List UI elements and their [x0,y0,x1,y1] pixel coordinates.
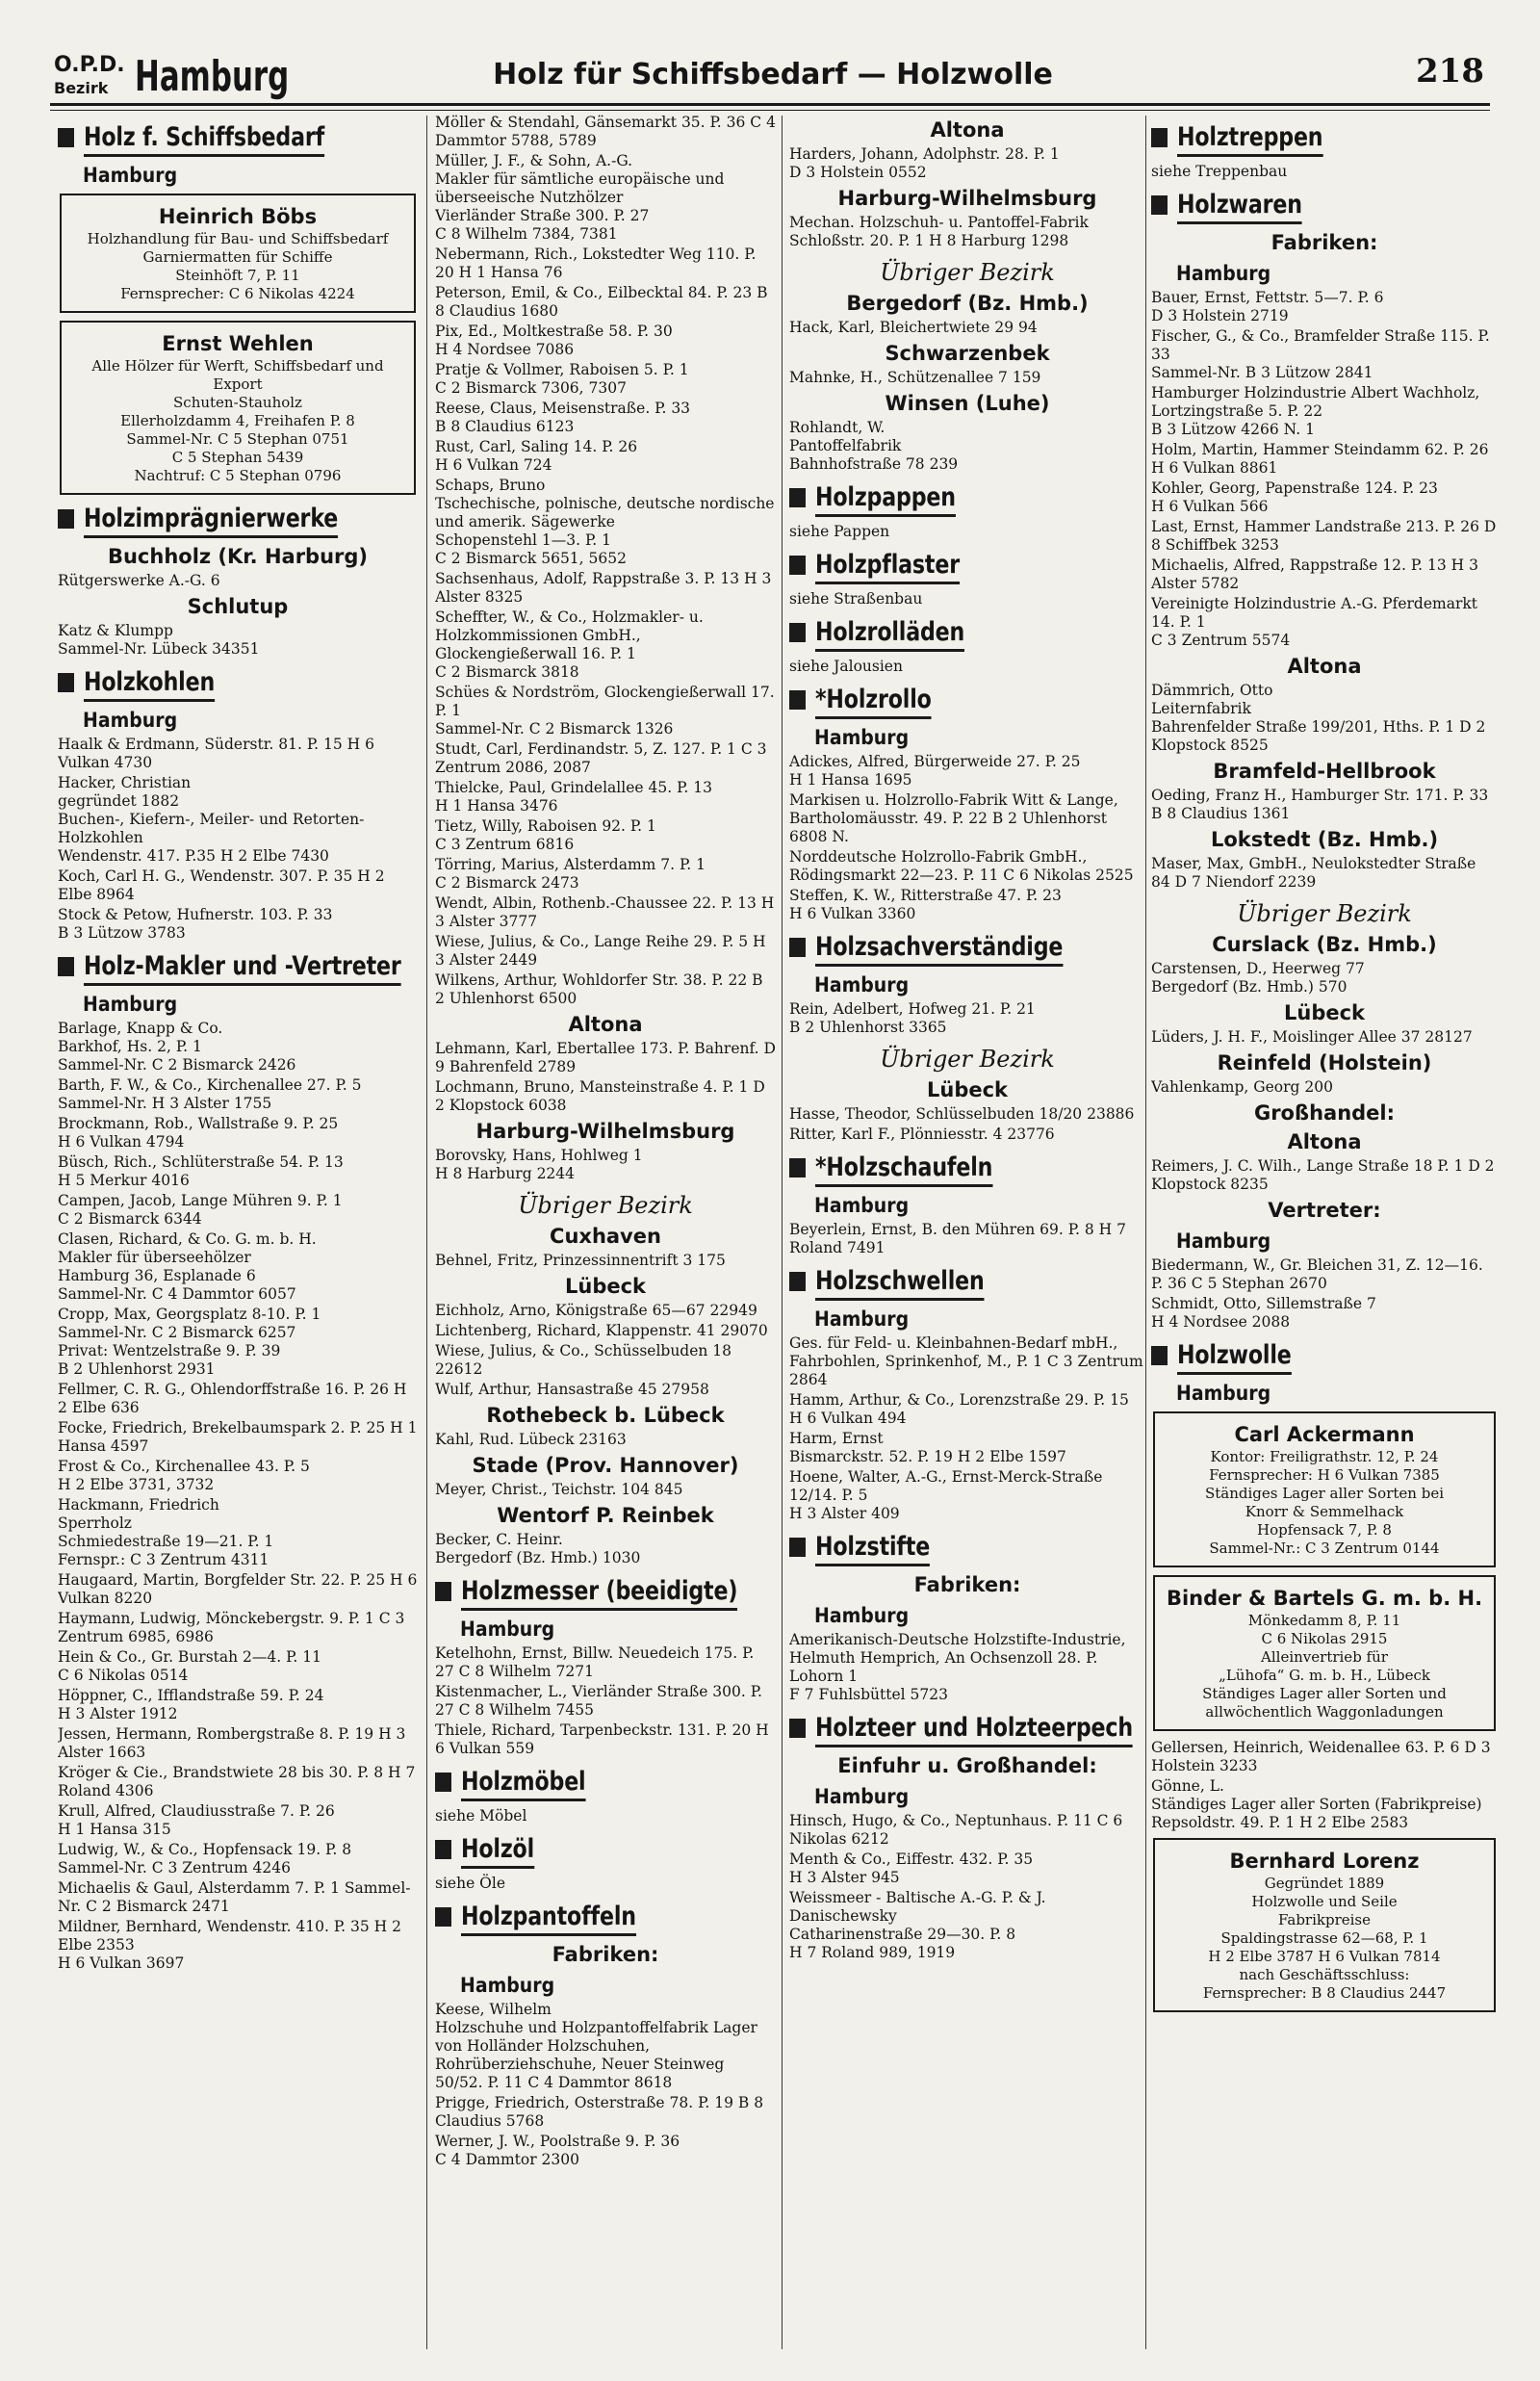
subsection-heading: Einfuhr u. Großhandel: [837,1754,1097,1777]
listing-entry: Gönne, L. Ständiges Lager aller Sorten (Fabrikpreise) Repsoldstr. 49. P. 1 H 2 Elbe 2583 [1151,1777,1482,1831]
listing-entry: Vereinigte Holzindustrie A.-G. Pferdemarkt 14. P. 1 C 3 Zentrum 5574 [1151,595,1477,649]
listing-entry: Jessen, Hermann, Rombergstraße 8. P. 19 H 3 Alster 1663 [58,1725,406,1761]
listing-entry: Biedermann, W., Gr. Bleichen 31, Z. 12—16. P. 36 C 5 Stephan 2670 [1151,1256,1483,1292]
listing-entry: Norddeutsche Holzrollo-Fabrik GmbH., Rödingsmarkt 22—23. P. 11 C 6 Nikolas 2525 [789,848,1134,884]
listing-entry: Vahlenkamp, Georg 200 [1151,1078,1333,1096]
listing-entry: Cropp, Max, Georgsplatz 8-10. P. 1 Sammel-Nr. C 2 Bismarck 6257 Privat: Wentzelstraße 9. P. 39 B 2 Uhlenhorst 2931 [58,1306,321,1378]
section-heading: Holz f. Schiffsbedarf [58,121,418,157]
advert-box [1153,1575,1496,1731]
advert-name: Ernst Wehlen [162,332,314,355]
place-heading: Wentorf P. Reinbek [497,1504,714,1527]
section-square-icon [789,1538,806,1557]
section-square-icon [789,1272,806,1291]
listing-entry: Oeding, Franz H., Hamburger Str. 171. P. 33 B 8 Claudius 1361 [1151,787,1489,822]
listing-entry: Rein, Adelbert, Hofweg 21. P. 21 B 2 Uhlenhorst 3365 [789,1000,1036,1036]
listing-entry: Haalk & Erdmann, Süderstr. 81. P. 15 H 6 Vulkan 4730 [58,736,374,771]
place-heading: Cuxhaven [550,1225,661,1248]
listing-entry: Menth & Co., Eiffestr. 432. P. 35 H 3 Alster 945 [789,1850,1034,1886]
section-square-icon [1151,1346,1168,1365]
column-2 [435,114,776,2352]
listing-entry: Werner, J. W., Poolstraße 9. P. 36 C 4 Dammtor 2300 [435,2133,680,2168]
city-heading: Hamburg [814,973,910,996]
listing-entry: Rohlandt, W. Pantoffelfabrik Bahnhofstraße 78 239 [789,419,959,473]
city-heading: Hamburg [83,709,178,732]
column-divider [426,116,427,2349]
city-heading: Hamburg [814,726,910,749]
listing-entry: Adickes, Alfred, Bürgerweide 27. P. 25 H 1 Hansa 1695 [789,753,1081,789]
subsection-heading: Fabriken: [552,1943,659,1966]
section-square-icon [58,957,74,976]
listing-entry: Koch, Carl H. G., Wendenstr. 307. P. 35 H 2 Elbe 8964 [58,867,385,903]
section-square-icon [435,1907,451,1927]
listing-entry: Weissmeer - Baltische A.-G. P. & J. Danischewsky Catharinenstraße 29—30. P. 8 H 7 Roland 989, 1919 [789,1889,1046,1961]
listing-entry: Bauer, Ernst, Fettstr. 5—7. P. 6 D 3 Holstein 2719 [1151,289,1384,324]
section-heading: Holzschwellen [789,1265,1145,1301]
section-square-icon [435,1773,451,1792]
advert-box [60,321,416,495]
place-heading: Bramfeld-Hellbrook [1213,760,1436,783]
place-heading: Curslack (Bz. Hmb.) [1212,933,1437,956]
place-heading: Altona [568,1013,643,1036]
advert-name: Binder & Bartels G. m. b. H. [1166,1587,1483,1610]
listing-entry: Rütgerswerke A.-G. 6 [58,572,220,589]
place-heading: Lübeck [1283,1001,1366,1024]
section-heading: Holzkohlen [58,666,418,702]
listing-entry: Holm, Martin, Hammer Steindamm 62. P. 26 H 6 Vulkan 8861 [1151,441,1489,477]
advert-box [1153,1838,1496,2012]
listing-entry: Barlage, Knapp & Co. Barkhof, Hs. 2, P. 1 Sammel-Nr. C 2 Bismarck 2426 [58,1020,296,1074]
subsection-heading: Fabriken: [1270,231,1378,254]
column-divider [1145,116,1146,2349]
place-heading: Harburg-Wilhelmsburg [475,1120,735,1143]
listing-entry: Wiese, Julius, & Co., Schüsselbuden 18 22612 [435,1342,732,1378]
listing-entry: Lüders, J. H. F., Moislinger Allee 37 28127 [1151,1028,1473,1046]
section-heading: Holzpflaster [789,549,1145,584]
section-heading: Holzpantoffeln [435,1901,776,1936]
listing-entry: Lehmann, Karl, Ebertallee 173. P. Bahrenf. D 9 Bahrenfeld 2789 [435,1040,776,1075]
place-heading: Rothebeck b. Lübeck [486,1404,725,1427]
section-heading: Holzwolle [1151,1339,1498,1375]
section-square-icon [789,938,806,957]
place-heading: Reinfeld (Holstein) [1217,1051,1432,1074]
place-heading: Lübeck [926,1078,1009,1101]
listing-entry: Harders, Johann, Adolphstr. 28. P. 1 D 3 Holstein 0552 [789,145,1060,181]
listing-entry: Studt, Carl, Ferdinandstr. 5, Z. 127. P. 1 C 3 Zentrum 2086, 2087 [435,740,767,776]
advert-box [60,194,416,313]
city-heading: Hamburg [460,1974,555,1997]
listing-entry: Schües & Nordström, Glockengießerwall 17. P. 1 Sammel-Nr. C 2 Bismarck 1326 [435,684,775,738]
place-heading: Schlutup [187,595,289,618]
advert-text: Holzhandlung für Bau- und Schiffsbedarf Garniermatten für Schiffe Steinhöft 7, P. 11 Fernsprecher: C 6 Nikolas 4224 [87,230,389,302]
listing-entry: Thielcke, Paul, Grindelallee 45. P. 13 H 1 Hansa 3476 [435,779,712,815]
listing-entry: Reimers, J. C. Wilh., Lange Straße 18 P. 1 D 2 Klopstock 8235 [1151,1157,1495,1193]
listing-entry: Hack, Karl, Bleichertwiete 29 94 [789,319,1038,336]
place-heading: Schwarzenbek [885,342,1050,365]
listing-entry: Sachsenhaus, Adolf, Rappstraße 3. P. 13 H 3 Alster 8325 [435,570,772,606]
section-heading: Holz-Makler und -Vertreter [58,950,418,986]
section-square-icon [58,128,74,147]
listing-entry: Törring, Marius, Alsterdamm 7. P. 1 C 2 Bismarck 2473 [435,856,706,892]
listing-entry: Tietz, Willy, Raboisen 92. P. 1 C 3 Zentrum 6816 [435,817,656,853]
listing-entry: Schaps, Bruno Tschechische, polnische, deutsche nordische und amerik. Sägewerke Schopenstehl 1—3. P. 1 C 2 Bismarck 5651, 5652 [435,477,775,567]
listing-entry: Harm, Ernst Bismarckstr. 52. P. 19 H 2 Elbe 1597 [789,1430,1066,1465]
section-heading: Holztreppen [1151,121,1498,157]
listing-entry: Hasse, Theodor, Schlüsselbuden 18/20 23886 [789,1105,1135,1123]
subsection-heading: Vertreter: [1268,1199,1381,1222]
district-heading: Übriger Bezirk [1237,900,1412,927]
listing-entry: Kahl, Rud. Lübeck 23163 [435,1431,627,1448]
place-heading: Lübeck [564,1275,647,1298]
listing-entry: Lochmann, Bruno, Mansteinstraße 4. P. 1 D 2 Klopstock 6038 [435,1078,765,1114]
listing-entry: Brockmann, Rob., Wallstraße 9. P. 25 H 6 Vulkan 4794 [58,1115,339,1151]
advert-text: Mönkedamm 8, P. 11 C 6 Nikolas 2915 Alleinvertrieb für „Lühofa“ G. m. b. H., Lübeck Ständiges Lager aller Sorten und allwöchentlich Waggonladungen [1202,1612,1447,1721]
listing-entry: Markisen u. Holzrollo-Fabrik Witt & Lange, Bartholomäusstr. 49. P. 22 B 2 Uhlenhorst 6808 N. [789,791,1118,845]
listing-entry: Höppner, C., Ifflandstraße 59. P. 24 H 3 Alster 1912 [58,1687,324,1722]
section-square-icon [789,556,806,575]
listing-entry: Wulf, Arthur, Hansastraße 45 27958 [435,1381,709,1398]
place-heading: Winsen (Luhe) [885,392,1050,415]
section-heading: Holzwaren [1151,189,1498,224]
opd-label: O.P.D. [54,53,125,77]
place-heading: Buchholz (Kr. Harburg) [107,545,369,568]
listing-entry: Kröger & Cie., Brandstwiete 28 bis 30. P. 8 H 7 Roland 4306 [58,1764,416,1799]
listing-entry: Pix, Ed., Moltkestraße 58. P. 30 H 4 Nordsee 7086 [435,323,673,358]
section-square-icon [789,1158,806,1178]
section-square-icon [58,509,74,529]
listing-entry: Last, Ernst, Hammer Landstraße 213. P. 26 D 8 Schiffbek 3253 [1151,518,1497,554]
listing-entry: Behnel, Fritz, Prinzessinnentrift 3 175 [435,1252,726,1269]
section-square-icon [58,673,74,692]
listing-entry: Hamm, Arthur, & Co., Lorenzstraße 29. P. 15 H 6 Vulkan 494 [789,1391,1129,1427]
city-heading: Hamburg [135,52,290,101]
section-square-icon [1151,128,1168,147]
column-3 [789,114,1145,2352]
section-square-icon [789,1719,806,1738]
place-heading: Harburg-Wilhelmsburg [837,187,1097,210]
listing-entry: Stock & Petow, Hufnerstr. 103. P. 33 B 3 Lützow 3783 [58,906,333,942]
listing-entry: Fellmer, C. R. G., Ohlendorffstraße 16. P. 26 H 2 Elbe 636 [58,1381,407,1416]
place-heading: Altona [930,118,1005,142]
bezirk-label: Bezirk [54,79,109,97]
column-1 [58,114,418,2352]
section-heading: Holzsachverständige [789,931,1145,967]
cross-reference: siehe Pappen [789,523,890,540]
place-heading: Stade (Prov. Hannover) [472,1454,739,1477]
listing-entry: Lichtenberg, Richard, Klappenstr. 41 29070 [435,1322,768,1339]
listing-entry: Dämmrich, Otto Leiternfabrik Bahrenfelder Straße 199/201, Hths. P. 1 D 2 Klopstock 8525 [1151,682,1486,754]
listing-entry: Hoene, Walter, A.-G., Ernst-Merck-Straße 12/14. P. 5 H 3 Alster 409 [789,1468,1103,1522]
listing-entry: Kistenmacher, L., Vierländer Straße 300. P. 27 C 8 Wilhelm 7455 [435,1683,762,1719]
city-heading: Hamburg [1176,262,1271,285]
listing-entry: Prigge, Friedrich, Osterstraße 78. P. 19 B 8 Claudius 5768 [435,2094,764,2130]
subsection-heading: Fabriken: [913,1573,1021,1596]
listing-entry: Michaelis, Alfred, Rappstraße 12. P. 13 H 3 Alster 5782 [1151,556,1478,592]
listing-entry: Hein & Co., Gr. Burstah 2—4. P. 11 C 6 Nikolas 0514 [58,1648,321,1684]
header-rule [50,103,1490,106]
section-square-icon [435,1582,451,1601]
listing-entry: Fischer, G., & Co., Bramfelder Straße 115. P. 33 Sammel-Nr. B 3 Lützow 2841 [1151,327,1490,381]
listing-entry: Kohler, Georg, Papenstraße 124. P. 23 H 6 Vulkan 566 [1151,479,1438,515]
section-square-icon [435,1840,451,1859]
listing-entry: Meyer, Christ., Teichstr. 104 845 [435,1481,683,1498]
listing-entry: Steffen, K. W., Ritterstraße 47. P. 23 H 6 Vulkan 3360 [789,887,1062,922]
listing-entry: Katz & Klumpp Sammel-Nr. Lübeck 34351 [58,622,260,658]
city-heading: Hamburg [814,1785,910,1808]
section-square-icon [1151,195,1168,215]
listing-entry: Wiese, Julius, & Co., Lange Reihe 29. P. 5 H 3 Alster 2449 [435,933,766,969]
section-heading: Holzrolläden [789,616,1145,652]
listing-entry: Mechan. Holzschuh- u. Pantoffel-Fabrik Schloßstr. 20. P. 1 H 8 Harburg 1298 [789,214,1089,249]
section-heading: Holzstifte [789,1531,1145,1566]
page-title: Holz für Schiffsbedarf — Holzwolle [493,58,1053,91]
listing-entry: Frost & Co., Kirchenallee 43. P. 5 H 2 Elbe 3731, 3732 [58,1458,310,1493]
subsection-heading: Großhandel: [1253,1101,1396,1125]
listing-entry: Scheffter, W., & Co., Holzmakler- u. Holzkommissionen GmbH., Glockengießerwall 16. P. 1 C 2 Bismarck 3818 [435,608,704,681]
city-heading: Hamburg [814,1604,910,1627]
listing-entry: Keese, Wilhelm Holzschuhe und Holzpantoffelfabrik Lager von Holländer Holzschuhen, Rohrüberziehschuhe, Neuer Steinweg 50/52. P. 11 C 4 Dammtor 8618 [435,2001,757,2091]
listing-entry: Carstensen, D., Heerweg 77 Bergedorf (Bz. Hmb.) 570 [1151,960,1365,996]
cross-reference: siehe Straßenbau [789,590,923,608]
listing-entry: Ges. für Feld- u. Kleinbahnen-Bedarf mbH., Fahrbohlen, Sprinkenhof, M., P. 1 C 3 Zentrum 2864 [789,1334,1143,1388]
section-square-icon [789,690,806,710]
advert-text: Gegründet 1889 Holzwolle und Seile Fabrikpreise Spaldingstrasse 62—68, P. 1 H 2 Elbe 3787 H 6 Vulkan 7814 nach Geschäftsschluss: Fernsprecher: B 8 Claudius 2447 [1202,1875,1447,2002]
header-rule-thin [50,110,1490,111]
listing-entry: Barth, F. W., & Co., Kirchenallee 27. P. 5 Sammel-Nr. H 3 Alster 1755 [58,1076,362,1112]
city-heading: Hamburg [814,1307,910,1331]
place-heading: Bergedorf (Bz. Hmb.) [846,292,1089,315]
district-heading: Übriger Bezirk [880,1046,1055,1073]
listing-entry: Borovsky, Hans, Hohlweg 1 H 8 Harburg 2244 [435,1147,643,1182]
listing-entry: Clasen, Richard, & Co. G. m. b. H. Makler für überseehölzer Hamburg 36, Esplanade 6 Sammel-Nr. C 4 Dammtor 6057 [58,1230,317,1303]
place-heading: Lokstedt (Bz. Hmb.) [1210,828,1439,851]
section-heading: Holzpappen [789,481,1145,517]
listing-entry: Hackmann, Friedrich Sperrholz Schmiedestraße 19—21. P. 1 Fernspr.: C 3 Zentrum 4311 [58,1496,274,1568]
advert-text: Alle Hölzer für Werft, Schiffsbedarf und Export Schuten-Stauholz Ellerholzdamm 4, Freihafen P. 8 Sammel-Nr. C 5 Stephan 0751 C 5 Stephan 5439 Nachtruf: C 5 Stephan 0796 [91,357,384,484]
listing-entry: Ketelhohn, Ernst, Billw. Neuedeich 175. P. 27 C 8 Wilhelm 7271 [435,1644,755,1680]
city-heading: Hamburg [814,1194,910,1217]
column-divider [782,116,783,2349]
listing-entry: Haugaard, Martin, Borgfelder Str. 22. P. 25 H 6 Vulkan 8220 [58,1571,418,1607]
page-number: 218 [1416,52,1484,91]
section-heading: *Holzschaufeln [789,1152,1145,1187]
section-heading: *Holzrollo [789,684,1145,719]
section-heading: Holzöl [435,1833,776,1869]
listing-entry: Ludwig, W., & Co., Hopfensack 19. P. 8 Sammel-Nr. C 3 Zentrum 4246 [58,1841,352,1876]
advert-name: Bernhard Lorenz [1229,1850,1420,1873]
listing-entry: Krull, Alfred, Claudiusstraße 7. P. 26 H 1 Hansa 315 [58,1802,335,1838]
listing-entry: Ritter, Karl F., Plönniesstr. 4 23776 [789,1126,1055,1143]
section-heading: Holzteer und Holzteerpech [789,1712,1145,1747]
listing-entry: Amerikanisch-Deutsche Holzstifte-Industrie, Helmuth Hemprich, An Ochsenzoll 28. P. Lohorn 1 F 7 Fuhlsbüttel 5723 [789,1631,1126,1703]
section-square-icon [789,488,806,507]
cross-reference: siehe Möbel [435,1807,527,1825]
city-heading: Hamburg [83,164,178,187]
place-heading: Altona [1287,1130,1362,1153]
listing-entry: Focke, Friedrich, Brekelbaumspark 2. P. 25 H 1 Hansa 4597 [58,1419,418,1455]
district-heading: Übriger Bezirk [880,259,1055,286]
city-heading: Hamburg [83,993,178,1016]
listing-entry: Hacker, Christian gegründet 1882 Buchen-, Kiefern-, Meiler- und Retorten-Holzkohlen Wendenstr. 417. P.35 H 2 Elbe 7430 [58,774,365,865]
listing-entry: Mildner, Bernhard, Wendenstr. 410. P. 35 H 2 Elbe 2353 H 6 Vulkan 3697 [58,1918,401,1972]
listing-entry: Mahnke, H., Schützenallee 7 159 [789,369,1041,386]
city-heading: Hamburg [1176,1382,1271,1405]
section-heading: Holzmöbel [435,1766,776,1801]
advert-text: Kontor: Freiligrathstr. 12, P. 24 Fernsprecher: H 6 Vulkan 7385 Ständiges Lager aller Sorten bei Knorr & Semmelhack Hopfensack 7, P. 8 Sammel-Nr.: C 3 Zentrum 0144 [1204,1448,1444,1557]
cross-reference: siehe Öle [435,1875,506,1892]
listing-entry: Wilkens, Arthur, Wohldorfer Str. 38. P. 22 B 2 Uhlenhorst 6500 [435,971,763,1007]
listing-entry: Peterson, Emil, & Co., Eilbecktal 84. P. 23 B 8 Claudius 1680 [435,284,768,320]
listing-entry: Möller & Stendahl, Gänsemarkt 35. P. 36 C 4 Dammtor 5788, 5789 [435,114,776,149]
listing-entry: Becker, C. Heinr. Bergedorf (Bz. Hmb.) 1030 [435,1531,641,1566]
section-heading: Holzmesser (beeidigte) [435,1575,776,1611]
listing-entry: Reese, Claus, Meisenstraße. P. 33 B 8 Claudius 6123 [435,400,691,435]
listing-entry: Haymann, Ludwig, Mönckebergstr. 9. P. 1 C 3 Zentrum 6985, 6986 [58,1610,405,1645]
listing-entry: Beyerlein, Ernst, B. den Mühren 69. P. 8 H 7 Roland 7491 [789,1221,1126,1256]
listing-entry: Hinsch, Hugo, & Co., Neptunhaus. P. 11 C 6 Nikolas 6212 [789,1812,1123,1848]
listing-entry: Nebermann, Rich., Lokstedter Weg 110. P. 20 H 1 Hansa 76 [435,246,757,281]
listing-entry: Michaelis & Gaul, Alsterdamm 7. P. 1 Sammel-Nr. C 2 Bismarck 2471 [58,1879,411,1915]
listing-entry: Wendt, Albin, Rothenb.-Chaussee 22. P. 13 H 3 Alster 3777 [435,894,775,930]
listing-entry: Campen, Jacob, Lange Mühren 9. P. 1 C 2 Bismarck 6344 [58,1192,343,1228]
listing-entry: Schmidt, Otto, Sillemstraße 7 H 4 Nordsee 2088 [1151,1295,1376,1331]
listing-entry: Maser, Max, GmbH., Neulokstedter Straße 84 D 7 Niendorf 2239 [1151,855,1476,891]
listing-entry: Hamburger Holzindustrie Albert Wachholz, Lortzingstraße 5. P. 22 B 3 Lützow 4266 N. 1 [1151,384,1480,438]
advert-name: Carl Ackermann [1234,1423,1415,1446]
listing-entry: Rust, Carl, Saling 14. P. 26 H 6 Vulkan 724 [435,438,638,474]
listing-entry: Gellersen, Heinrich, Weidenallee 63. P. 6 D 3 Holstein 3233 [1151,1739,1491,1774]
place-heading: Altona [1287,655,1362,678]
cross-reference: siehe Jalousien [789,658,903,675]
section-square-icon [789,623,806,642]
page-header [50,48,1496,106]
city-heading: Hamburg [460,1618,555,1641]
listing-entry: Müller, J. F., & Sohn, A.-G. Makler für sämtliche europäische und überseeische Nutzhölzer Vierländer Straße 300. P. 27 C 8 Wilhelm 7384, 7381 [435,152,725,243]
city-heading: Hamburg [1176,1229,1271,1253]
listing-entry: Pratje & Vollmer, Raboisen 5. P. 1 C 2 Bismarck 7306, 7307 [435,361,689,397]
section-heading: Holzimprägnierwerke [58,503,418,538]
listing-entry: Thiele, Richard, Tarpenbeckstr. 131. P. 20 H 6 Vulkan 559 [435,1721,769,1757]
cross-reference: siehe Treppenbau [1151,163,1288,180]
listing-entry: Büsch, Rich., Schlüterstraße 54. P. 13 H 5 Merkur 4016 [58,1153,344,1189]
district-heading: Übriger Bezirk [518,1192,693,1219]
column-4 [1151,114,1498,2352]
listing-entry: Eichholz, Arno, Königstraße 65—67 22949 [435,1302,757,1319]
advert-name: Heinrich Böbs [158,205,318,228]
advert-box [1153,1411,1496,1567]
